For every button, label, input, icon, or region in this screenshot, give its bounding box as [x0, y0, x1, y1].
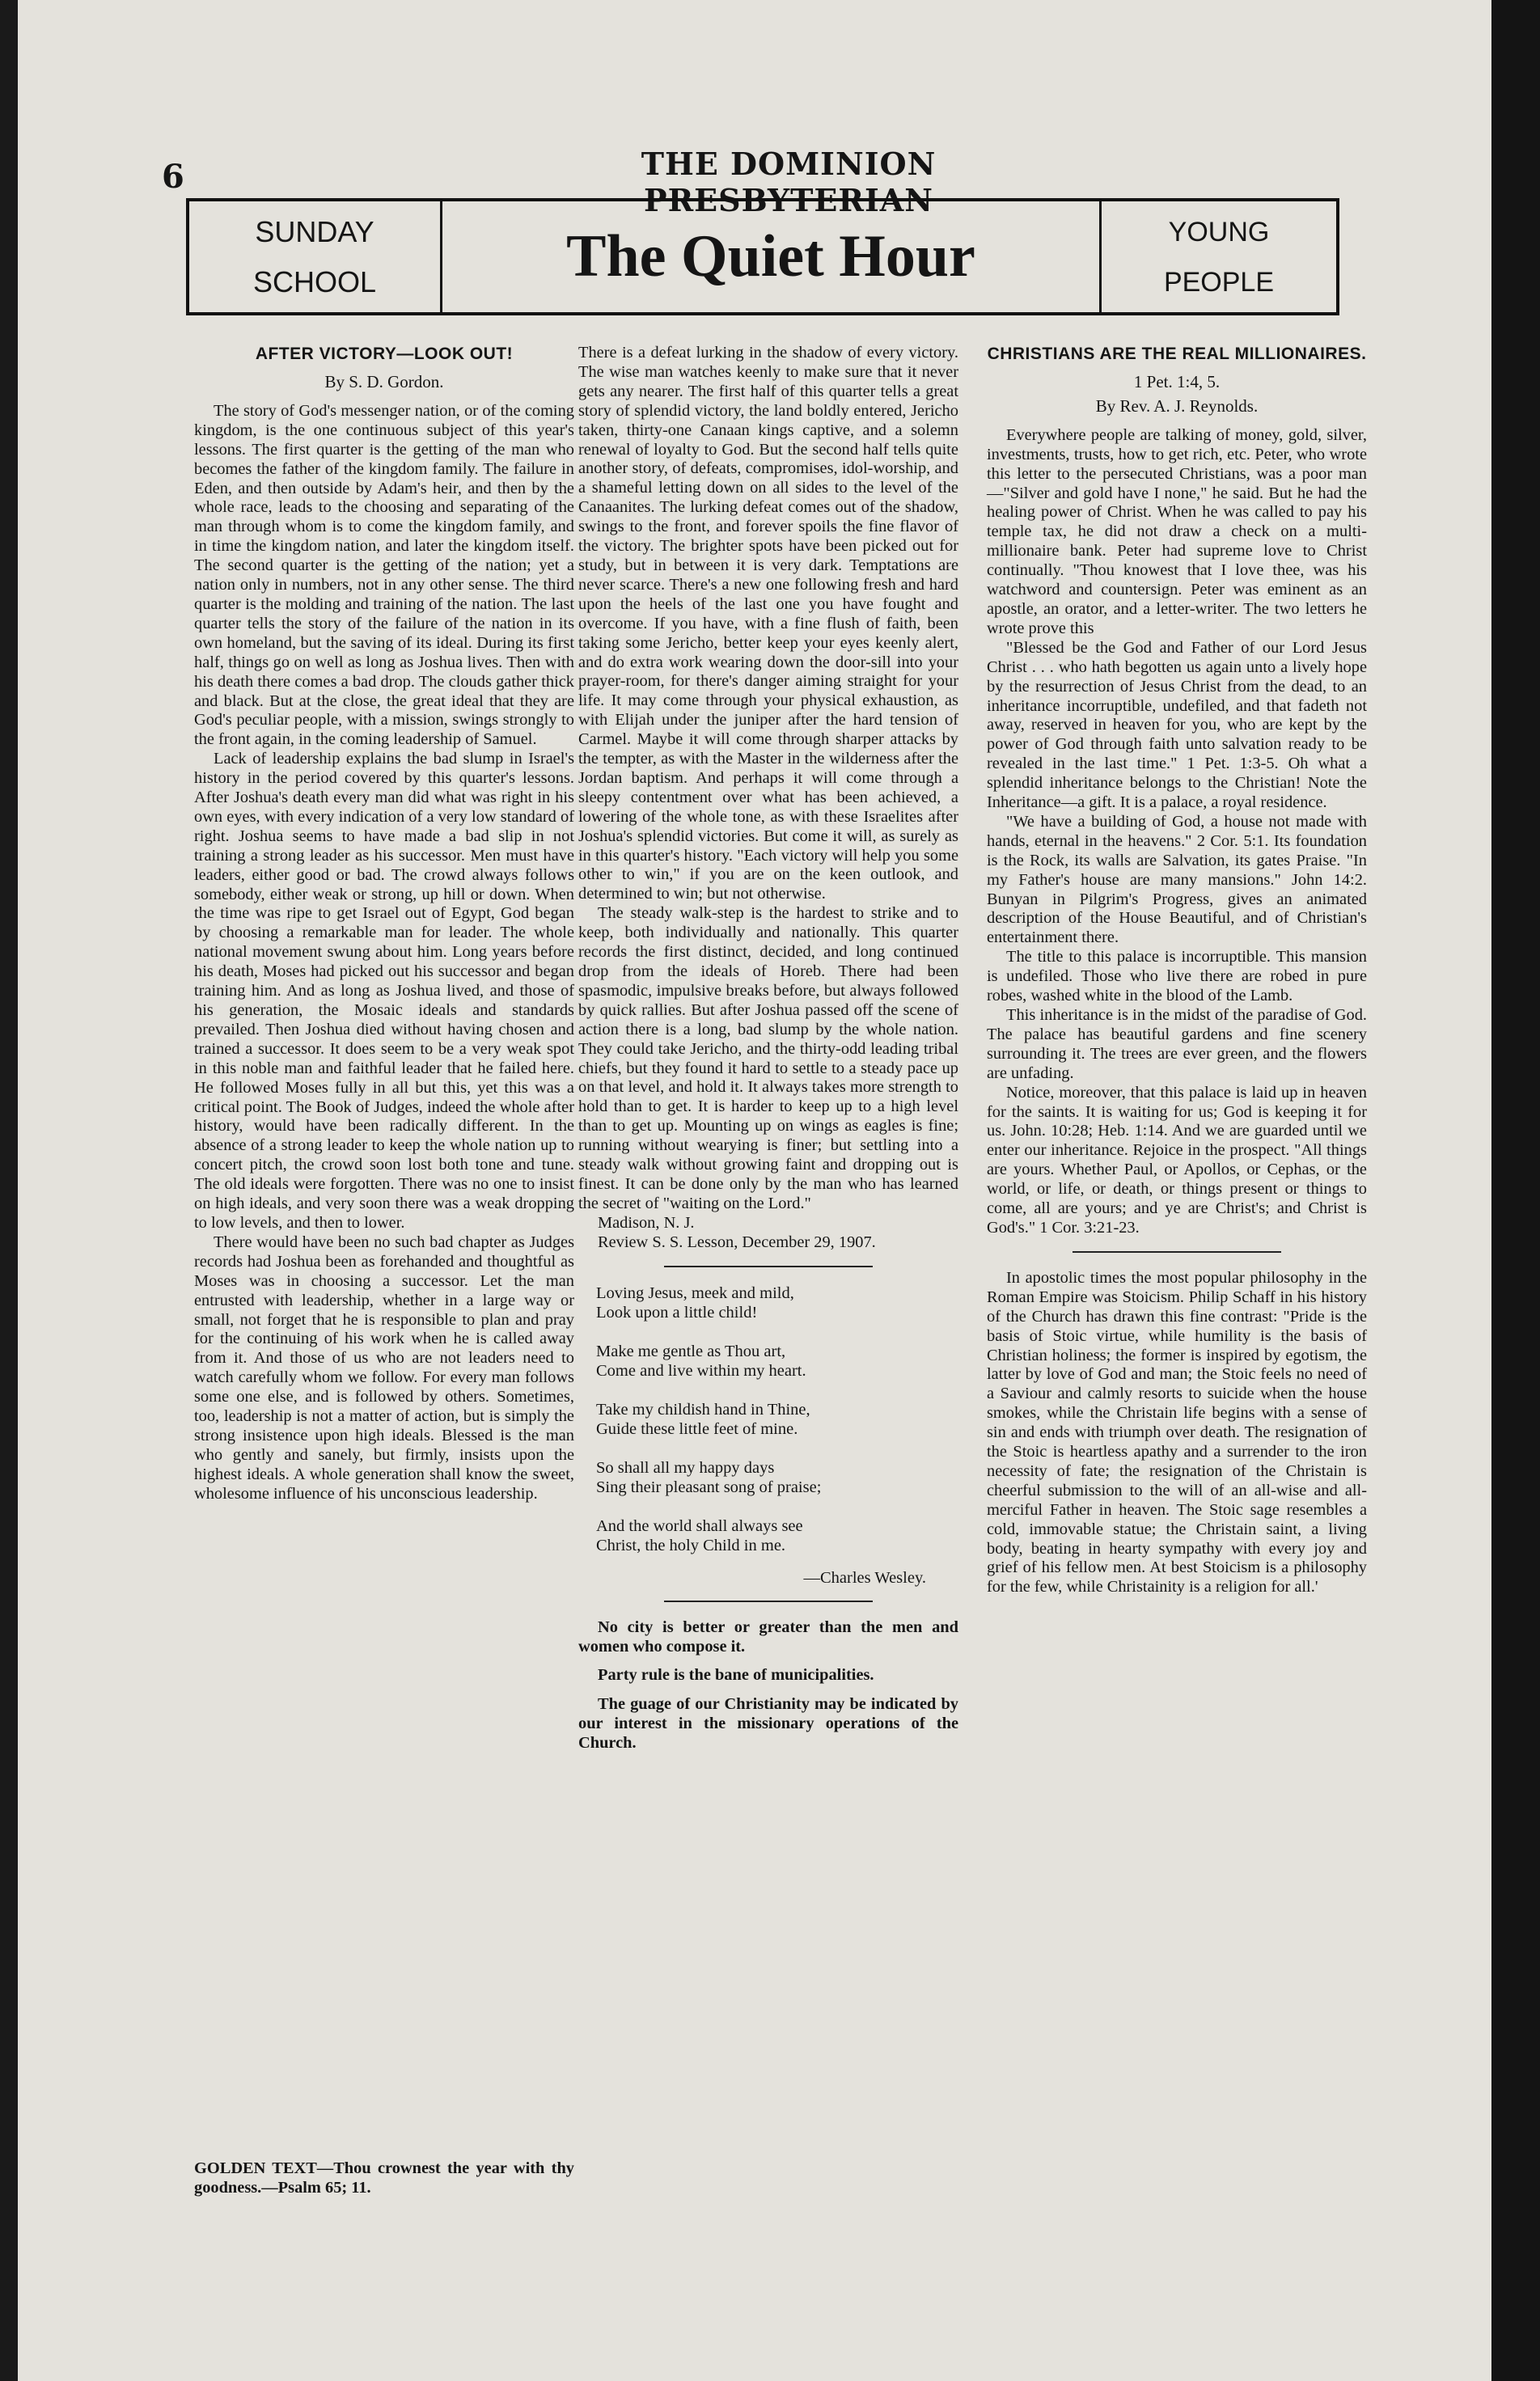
- article2-paragraph: The title to this palace is incorruptible. This mansion is undefiled. Those who live there are robed in pure robes, washed white in the blood of the Lamb.: [987, 948, 1367, 1005]
- banner-left-line2: SCHOOL: [252, 264, 377, 298]
- article1-paragraph: The steady walk-step is the hardest to strike and to keep, both individually and nationally. This quarter records the first distinct, decided, and long continued drop from the ideals of Horeb. There had been spasmodic, impulsive breaks before, but always followed by quick rallies. But after Joshua passed off the scene of action there is a long, bad slump by the whole nation. They could take Jericho, and the thirty-odd leading tribal chiefs, but they found it hard to settle to a steady pace up on that level, and hold it. It always takes more strength to hold than to get. It is harder to keep up to a high level than to get up. Mounting up on wings as eagles is fine; running without wearying is finer; but settling into a steady walk without growing faint and dropping out is finest. It can be done only by the man who has learned the secret of "waiting on the Lord.": [578, 904, 958, 1212]
- column-3: [987, 344, 1367, 1597]
- article2-paragraph: "Blessed be the God and Father of our Lord Jesus Christ . . . who hath begotten us again unto a lively hope by the resurrection of Jesus Christ from the dead, to an inheritance incorruptible, undefiled, and that fadeth not away, reserved in heaven for you, who are kept by the power of God through faith unto salvation ready to be revealed in the last time." 1 Pet. 1:3-5. Oh what a splendid inheritance belongs to the Christian! Note the Inheritance—a gift. It is a palace, a royal residence.: [987, 638, 1367, 812]
- poem-line: Guide these little feet of mine.: [596, 1419, 798, 1438]
- poem-line: Christ, the holy Child in me.: [596, 1536, 786, 1554]
- article1-headline: AFTER VICTORY—LOOK OUT!: [255, 345, 514, 363]
- poem-line: Loving Jesus, meek and mild,: [596, 1284, 794, 1302]
- page-edge-shadow: [1491, 0, 1540, 2381]
- column-2: [578, 344, 958, 1763]
- poem-line: Take my childish hand in Thine,: [596, 1400, 810, 1419]
- poem: [596, 1284, 958, 1588]
- article1-paragraph: There would have been no such bad chapter as Judges records had Joshua been as forehanded and thoughtful as Moses was in choosing a successor. Let the man entrusted with leadership, whether in a large way or small, not forget that he is responsible to plan and pray for the continuing of his work when he is called away from it. And those of us who are not leaders need to watch carefully whom we follow. For every man follows some one else, and is followed by others. Sometimes, too, leadership is not a matter of action, but is simply the strong insistence upon high ideals. Blessed is the man who gently and sanely, but firmly, insists upon the highest ideals. A whole generation shall know the sweet, wholesome influence of his unconscious leadership.: [194, 1233, 574, 1503]
- article2-paragraph: Notice, moreover, that this palace is laid up in heaven for the saints. It is waiting for us; God is keeping it for us. John. 10:28; Heb. 1:14. And we are guarded until we enter our inheritance. Rejoice in the prospect. "All things are yours. Whether Paul, or Apollos, or Cephas, or the world, or life, or death, or things present or things to come, all are yours; and ye are Christ's; and Christ is God's." 1 Cor. 3:21-23.: [987, 1083, 1367, 1237]
- poem-stanza: [596, 1342, 958, 1381]
- poem-line: Come and live within my heart.: [596, 1361, 806, 1380]
- poem-line: So shall all my happy days: [596, 1458, 775, 1477]
- divider: [664, 1266, 874, 1267]
- poem-stanza: [596, 1284, 958, 1322]
- article2-paragraph: In apostolic times the most popular philosophy in the Roman Empire was Stoicism. Philip Schaff in his history of the Church has drawn this fine contrast: "Pride is the basis of Stoic virtue, while humility is the basis of Christian holiness; the former is inspired by egotism, the latter by love of God and man; the Stoic feels no need of a Saviour and calmly resorts to suicide when the house smokes, while the Christain life begins with a sense of sin and ends with triumph over death. The resignation of the Stoic is heartless apathy and a surrender to the iron necessity of fate; the resignation of the Christain is cheerful submission to the will of an all-wise and all-merciful Father in heaven. The Stoic sage resembles a cold, immovable statue; the Christain saint, a living body, beating in hearty sympathy with every joy and grief of his fellow men. At best Stoicism is a philosophy for the few, while Christainity is a religion for all.': [987, 1268, 1367, 1596]
- article2-citation: 1 Pet. 1:4, 5.: [1133, 372, 1221, 391]
- section-banner: [186, 198, 1339, 315]
- poem-line: And the world shall always see: [596, 1516, 803, 1535]
- article1-paragraph: There is a defeat lurking in the shadow of every victory. The wise man watches keenly to make sure that it never gets any nearer. The first half of this quarter tells a great story of splendid victory, the land boldly entered, Jericho taken, thirty-one Canaan kings captive, and a solemn renewal of loyalty to God. But the second half tells quite another story, of defeats, compromises, idol-worship, and a shameful letting down on all sides to the level of the Canaanites. The lurking defeat comes out of the shadow, swings to the front, and forever spoils the fine flavor of the victory. The brighter spots have been picked out for study, but in between it is very dark. Temptations are never scarce. There's a new one following fresh and hard upon the heels of the last one you have fought and overcome. If you have, with a fine flush of faith, been taking some Jericho, better keep your eyes keenly alert, and do extra work wearing down the door-sill into your prayer-room, for there's danger aiming straight for your life. It may come through your physical exhaustion, as with Elijah under the juniper after the hard tension of Carmel. Maybe it will come through sharper attacks by the tempter, as with the Master in the wilderness after the Jordan baptism. And perhaps it will come through a sleepy contentment over what has been achieved, a lowering of the whole tone, as with these Israelites after Joshua's splendid victories. But come it will, as surely as in this quarter's history. "Each victory will help you some other to win," if you are on the keen outlook, and determined to win; but not otherwise.: [578, 344, 958, 903]
- article2-paragraph: This inheritance is in the midst of the paradise of God. The palace has beautiful gardens and fine scenery surrounding it. The trees are ever green, and the flowers are unfading.: [987, 1006, 1367, 1082]
- article1-byline: By S. D. Gordon.: [324, 372, 444, 391]
- poem-stanza: [596, 1400, 958, 1439]
- poem-line: Make me gentle as Thou art,: [596, 1342, 786, 1360]
- banner-right-line1: YOUNG: [1168, 216, 1270, 247]
- note-item: The guage of our Christianity may be indicated by our interest in the missionary operations of the Church.: [578, 1695, 958, 1753]
- poem-stanza: [596, 1516, 958, 1555]
- poem-line: Sing their pleasant song of praise;: [596, 1478, 822, 1496]
- banner-title: The Quiet Hour: [566, 223, 975, 290]
- divider: [664, 1601, 874, 1602]
- column-1: [194, 344, 574, 2197]
- article2-headline: CHRISTIANS ARE THE REAL MILLIONAIRES.: [987, 345, 1367, 363]
- article2-paragraph: Everywhere people are talking of money, gold, silver, investments, trusts, how to get rich, etc. Peter, who wrote this letter to the persecuted Christians, was a poor man—"Silver and gold have I none," he said. But he had the healing power of Christ. When he was called to pay his temple tax, he did not draw a check on a multi-millionaire bank. Peter had supreme love to Christ continually. "Thou knowest that I love thee, was his watchword and countersign. Peter was eminent as an apostle, an orator, and a letter-writer. The two letters he wrote prove this: [987, 425, 1367, 637]
- banner-left-line1: SUNDAY: [255, 214, 374, 248]
- banner-right-line2: PEOPLE: [1163, 266, 1275, 298]
- article1-paragraph: The story of God's messenger nation, or of the coming kingdom, is the one continuous subject of this year's lessons. The first quarter is the getting of the man who becomes the father of the kingdom family. The failure in Eden, and then outside by Adam's heir, and then by the whole race, leads to the choosing and separating of the man through whom is to come the kingdom family, and in time the kingdom nation, and later the kingdom itself. The second quarter is the getting of the nation; yet a nation only in numbers, not in any other sense. The third quarter is the molding and training of the nation. The last quarter tells the story of the failure of the nation in its own homeland, but the saving of its ideal. During its first half, things go on well as long as Joshua lives. Then with his death there comes a bad drop. The clouds gather thick and black. But at the close, the great ideal that they are God's peculiar people, with a mission, swings strongly to the front again, in the coming leadership of Samuel.: [194, 401, 574, 749]
- review-note: Review S. S. Lesson, December 29, 1907.: [598, 1233, 876, 1251]
- banner-left-box: [189, 201, 442, 312]
- article2-byline: By Rev. A. J. Reynolds.: [1095, 395, 1259, 416]
- article1-signature: Madison, N. J.: [598, 1213, 695, 1232]
- poem-author: —Charles Wesley.: [803, 1568, 926, 1587]
- article1-paragraph: Lack of leadership explains the bad slump in Israel's history in the period covered by this quarter's lessons. After Joshua's death every man did what was right in his own eyes, with every indication of a very low standard of right. Joshua seems to have made a bad slip in not training a strong leader as his successor. Men must have leaders, either good or bad. The crowd always follows somebody, either weak or strong, up hill or down. When the time was ripe to get Israel out of Egypt, God began by choosing a remarkable man for leader. The whole national movement swung about him. Long years before his death, Moses had picked out his successor and began training him. And as long as Joshua lived, and those of his generation, the Mosaic ideals and standards prevailed. Then Joshua died without having chosen and trained a successor. It does seem to be a very weak spot in this noble man and faithful leader that he failed here. He followed Moses fully in all but this, yet this was a critical point. The Book of Judges, indeed the whole after history, would have been radically different. In the absence of a strong leader to keep the whole nation up to concert pitch, the crowd soon lost both tone and tune. The old ideals were forgotten. There was no one to insist on high ideals, and very soon there was a weak dropping to low levels, and then to lower.: [194, 750, 574, 1232]
- golden-text: GOLDEN TEXT—Thou crownest the year with thy goodness.—Psalm 65; 11.: [194, 2159, 574, 2197]
- note-item: No city is better or greater than the men and women who compose it.: [578, 1618, 958, 1656]
- page-number: 6: [162, 158, 184, 196]
- divider: [1072, 1251, 1282, 1253]
- article2-paragraph: "We have a building of God, a house not made with hands, eternal in the heavens." 2 Cor. 5:1. Its foundation is the Rock, its walls are Salvation, its gates Praise. "In my Father's house are many mansions." John 14:2. Bunyan in Pilgrim's Progress, gives an animated description of the House Beautiful, and of Christian's entertainment there.: [987, 812, 1367, 947]
- poem-stanza: [596, 1458, 958, 1497]
- poem-line: Look upon a little child!: [596, 1303, 758, 1322]
- notes: [578, 1618, 958, 1753]
- note-item: Party rule is the bane of municipalities.: [598, 1666, 874, 1685]
- banner-right-box: [1099, 201, 1336, 312]
- running-head: THE DOMINION PRESBYTERIAN: [641, 146, 937, 218]
